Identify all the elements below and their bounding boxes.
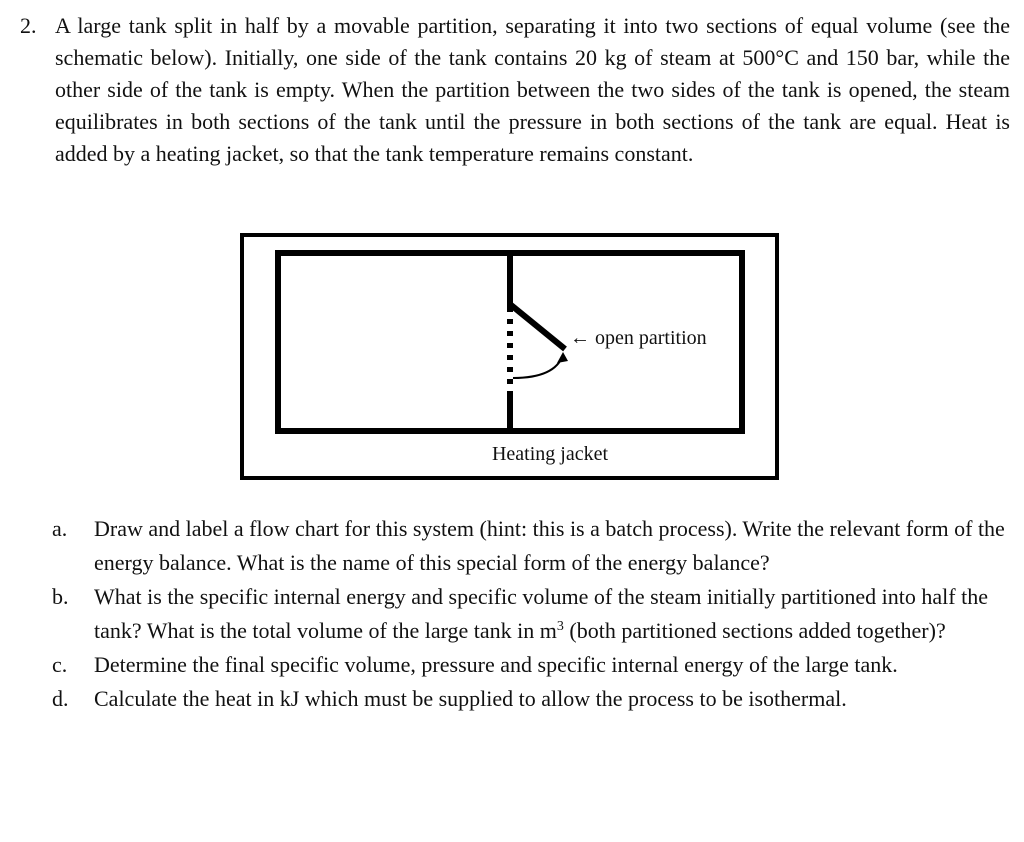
part-d-letter: d. (52, 686, 69, 711)
cubic-superscript: 3 (556, 619, 564, 634)
part-b (52, 580, 1012, 648)
part-b-text-start: What is the specific internal energy and specific volume of the steam initially partitioned into half the tank? What is the total volume of the large tank in m (94, 584, 988, 643)
part-c-letter: c. (52, 652, 68, 677)
part-d-text: Calculate the heat in kJ which must be supplied to allow the process to be isothermal. (94, 686, 847, 711)
part-c-text: Determine the final specific volume, pressure and specific internal energy of the large tank. (94, 652, 898, 677)
part-a-text: Draw and label a flow chart for this system (hint: this is a batch process). Write the relevant form of the energy balance. What is the name of this special form of the energy balance? (94, 516, 1005, 575)
question-parts (52, 512, 1012, 716)
heating-jacket-label: Heating jacket (491, 443, 609, 465)
part-b-text (94, 580, 1012, 648)
part-c (52, 648, 1012, 682)
open-partition-label: ← open partition (570, 327, 707, 349)
swing-arrow-head (557, 352, 568, 363)
problem-text: A large tank split in half by a movable partition, separating it into two sections of equal volume (see the schematic below). Initially, one side of the tank contains 20 kg of steam at 500°C and 150 bar, while the other side of the tank is empty. When the partition between the two sides of the tank is opened, the steam equilibrates in both sections of the tank until the pressure in both sections of the tank are equal. Heat is added by a heating jacket, so that the tank temperature remains constant. (55, 13, 1010, 166)
part-a (52, 512, 1012, 580)
partition-flap-open (511, 305, 565, 349)
part-b-text-end: (both partitioned sections added together)? (563, 618, 946, 643)
part-b-letter: b. (52, 584, 69, 609)
part-d (52, 682, 1012, 716)
problem-number: 2. (20, 13, 37, 38)
swing-arrow (513, 355, 563, 378)
part-a-letter: a. (52, 516, 68, 541)
